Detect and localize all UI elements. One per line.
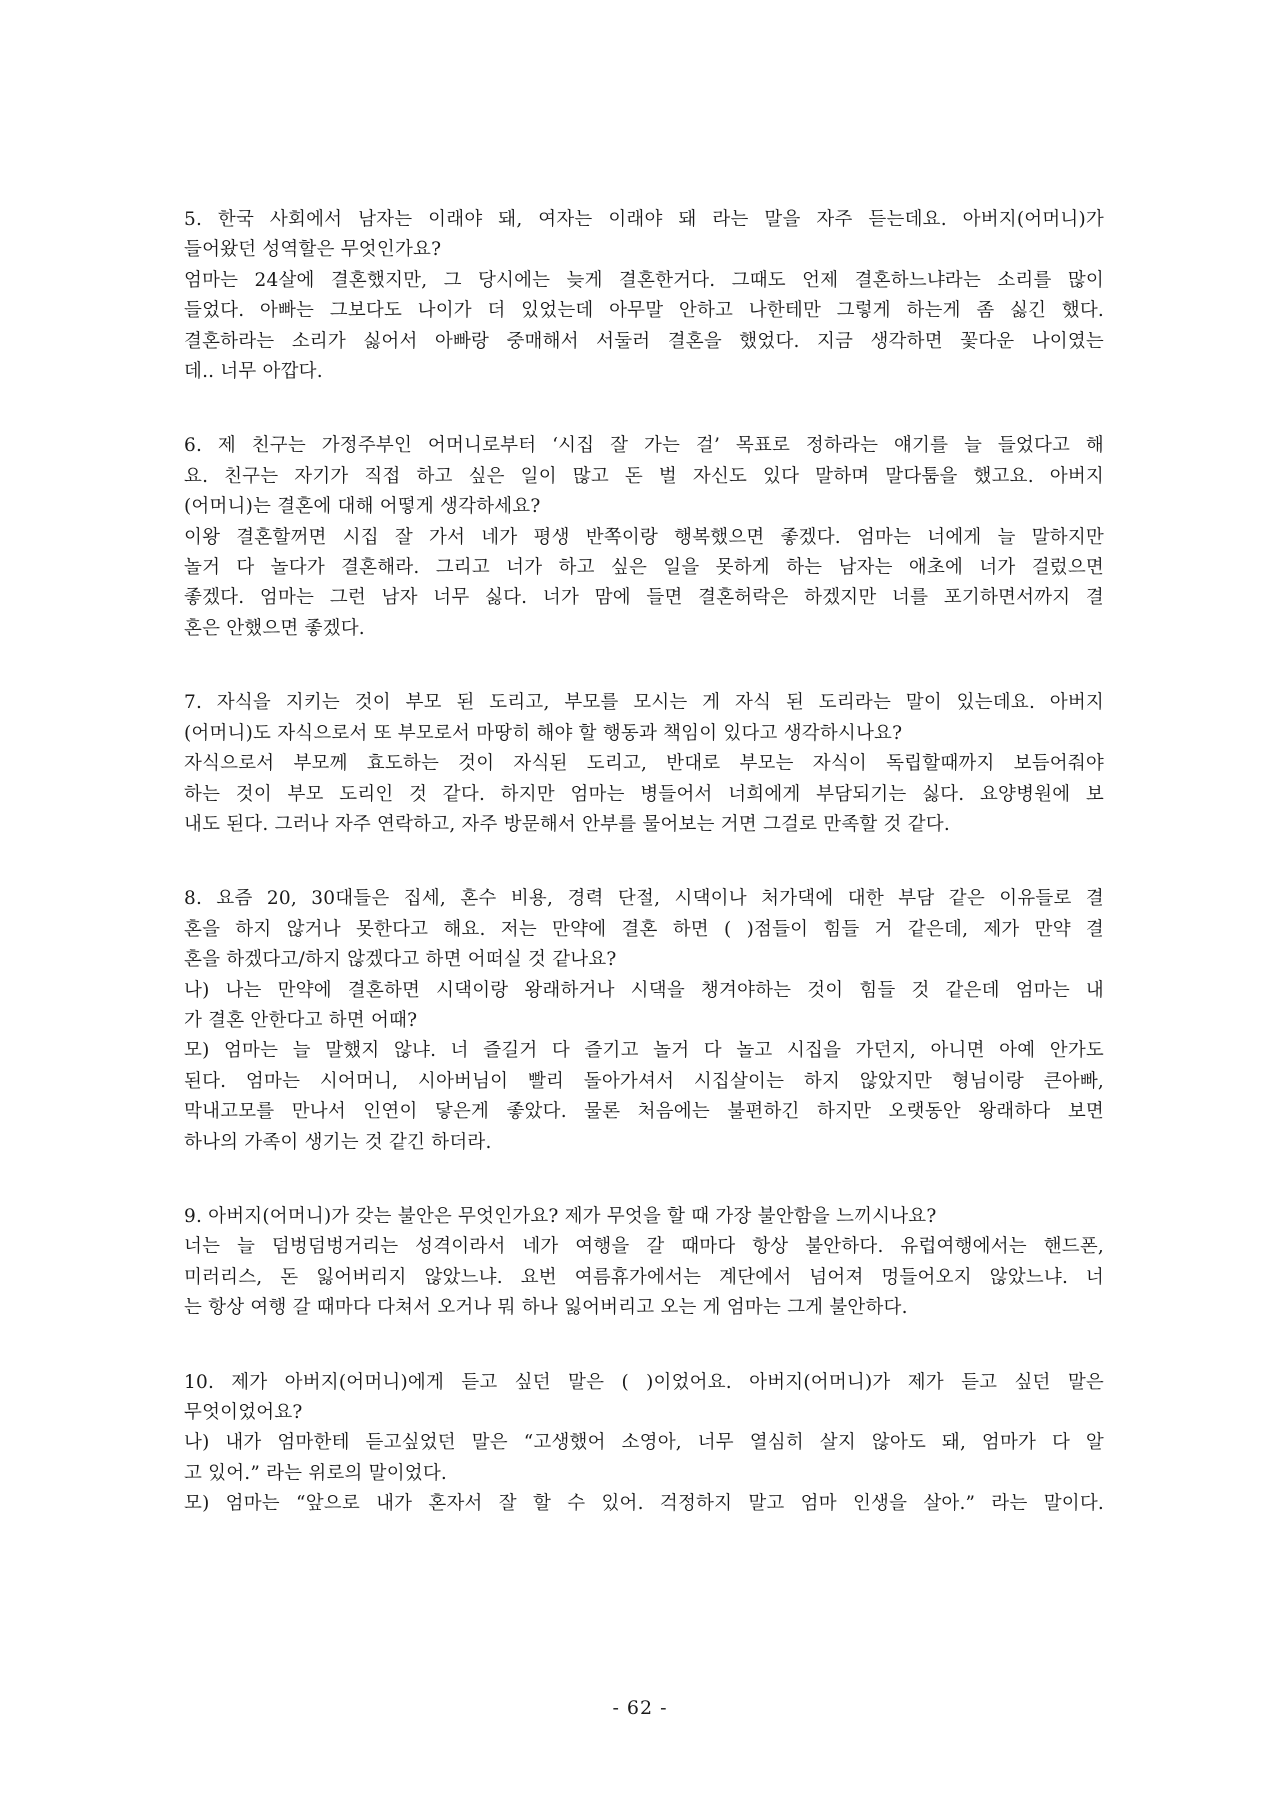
text-line: 좋겠다. 엄마는 그런 남자 너무 싫다. 너가 맘에 들면 결혼허락은 하겠지만 너를 포기하면서까지 결 <box>184 587 1104 609</box>
text-line: 혼을 하지 않거나 못한다고 해요. 저는 만약에 결혼 하면 ( )점들이 힘들 거 같은데, 제가 만약 결 <box>184 918 1104 940</box>
text-line: 엄마는 24살에 결혼했지만, 그 당시에는 늦게 결혼한거다. 그때도 언제 결혼하느냐라는 소리를 많이 <box>184 269 1104 291</box>
qa-section-10 <box>184 1368 1104 1520</box>
text-line: 데.. 너무 아깝다. <box>184 361 323 383</box>
text-line: 나) 나는 만약에 결혼하면 시댁이랑 왕래하거나 시댁을 챙겨야하는 것이 힘들 것 같은데 엄마는 내 <box>184 979 1104 1001</box>
page-number: - 62 - <box>612 1697 668 1719</box>
text-line: 무엇이었어요? <box>184 1402 303 1423</box>
text-line: 들어왔던 성역할은 무엇인가요? <box>184 239 442 261</box>
text-line: 된다. 엄마는 시어머니, 시아버님이 빨리 돌아가셔서 시집살이는 하지 않았지만 형님이랑 큰아빠, <box>184 1070 1104 1092</box>
text-line: 내도 된다. 그러나 자주 연락하고, 자주 방문해서 안부를 물어보는 거면 그걸로 만족할 것 같다. <box>184 813 950 835</box>
text-line: 요. 친구는 자기가 직접 하고 싶은 일이 많고 돈 벌 자신도 있다 말하며 말다툼을 했고요. 아버지 <box>184 465 1104 487</box>
text-line: (어머니)도 자식으로서 또 부모로서 마땅히 해야 할 행동과 책임이 있다고 생각하시나요? <box>184 722 903 744</box>
text-line: 8. 요즘 20, 30대들은 집세, 혼수 비용, 경력 단절, 시댁이나 처가댁에 대한 부담 같은 이유들로 결 <box>184 888 1104 910</box>
text-line: 이왕 결혼할꺼면 시집 잘 가서 네가 평생 반쪽이랑 행복했으면 좋겠다. 엄마는 너에게 늘 말하지만 <box>184 526 1104 548</box>
text-line: 막내고모를 만나서 인연이 닿은게 좋았다. 물론 처음에는 불편하긴 하지만 오랫동안 왕래하다 보면 <box>184 1101 1104 1123</box>
text-line: 가 결혼 안한다고 하면 어때? <box>184 1009 418 1031</box>
text-line: 혼은 안했으면 좋겠다. <box>184 617 365 639</box>
text-line: 하나의 가족이 생기는 것 같긴 하더라. <box>184 1131 492 1153</box>
text-line: 5. 한국 사회에서 남자는 이래야 돼, 여자는 이래야 돼 라는 말을 자주 듣는데요. 아버지(어머니)가 <box>184 209 1104 230</box>
text-line: 미러리스, 돈 잃어버리지 않았느냐. 요번 여름휴가에서는 계단에서 넘어져 멍들어오지 않았느냐. 너 <box>184 1266 1104 1288</box>
text-line: 나) 내가 엄마한테 듣고싶었던 말은 “고생했어 소영아, 너무 열심히 살지 않아도 돼, 엄마가 다 알 <box>184 1432 1104 1454</box>
text-line: 는 항상 여행 갈 때마다 다쳐서 오거나 뭐 하나 잃어버리고 오는 게 엄마는 그게 불안하다. <box>184 1297 908 1319</box>
text-line: 10. 제가 아버지(어머니)에게 듣고 싶던 말은 ( )이었어요. 아버지(어머니)가 제가 듣고 싶던 말은 <box>184 1371 1104 1393</box>
text-line: 모) 엄마는 늘 말했지 않냐. 너 즐길거 다 즐기고 놀거 다 놀고 시집을 가던지, 아니면 아예 안가도 <box>184 1040 1104 1062</box>
text-line: 9. 아버지(어머니)가 갖는 불안은 무엇인가요? 제가 무엇을 할 때 가장 불안함을 느끼시나요? <box>184 1205 937 1227</box>
document-body <box>184 205 1104 1564</box>
qa-section-9 <box>184 1202 1104 1324</box>
text-line: 놀거 다 놀다가 결혼해라. 그리고 너가 하고 싶은 일을 못하게 하는 남자는 애초에 너가 걸렀으면 <box>184 557 1104 579</box>
text-line: 들었다. 아빠는 그보다도 나이가 더 있었는데 아무말 안하고 나한테만 그렇게 하는게 좀 싫긴 했다. <box>184 300 1104 322</box>
qa-section-6 <box>184 431 1104 644</box>
text-line: 고 있어.” 라는 위로의 말이었다. <box>184 1462 447 1484</box>
qa-section-7 <box>184 688 1104 840</box>
text-line: (어머니)는 결혼에 대해 어떻게 생각하세요? <box>184 496 541 518</box>
text-line: 6. 제 친구는 가정주부인 어머니로부터 ‘시집 잘 가는 걸’ 목표로 정하라는 얘기를 늘 들었다고 해 <box>184 435 1104 457</box>
text-line: 자식으로서 부모께 효도하는 것이 자식된 도리고, 반대로 부모는 자식이 독립할때까지 보듬어줘야 <box>184 753 1104 775</box>
qa-section-8 <box>184 884 1104 1158</box>
text-line: 모) 엄마는 “앞으로 내가 혼자서 잘 할 수 있어. 걱정하지 말고 엄마 인생을 살아.” 라는 말이다. <box>184 1493 1104 1515</box>
text-line: 7. 자식을 지키는 것이 부모 된 도리고, 부모를 모시는 게 자식 된 도리라는 말이 있는데요. 아버지 <box>184 692 1104 714</box>
text-line: 하는 것이 부모 도리인 것 같다. 하지만 엄마는 병들어서 너희에게 부담되기는 싫다. 요양병원에 보 <box>184 783 1104 805</box>
text-line: 결혼하라는 소리가 싫어서 아빠랑 중매해서 서둘러 결혼을 했었다. 지금 생각하면 꽃다운 나이였는 <box>184 330 1104 352</box>
text-line: 혼을 하겠다고/하지 않겠다고 하면 어떠실 것 같나요? <box>184 949 617 971</box>
text-line: 너는 늘 덤벙덤벙거리는 성격이라서 네가 여행을 갈 때마다 항상 불안하다. 유럽여행에서는 핸드폰, <box>184 1236 1104 1258</box>
qa-section-5 <box>184 205 1104 387</box>
